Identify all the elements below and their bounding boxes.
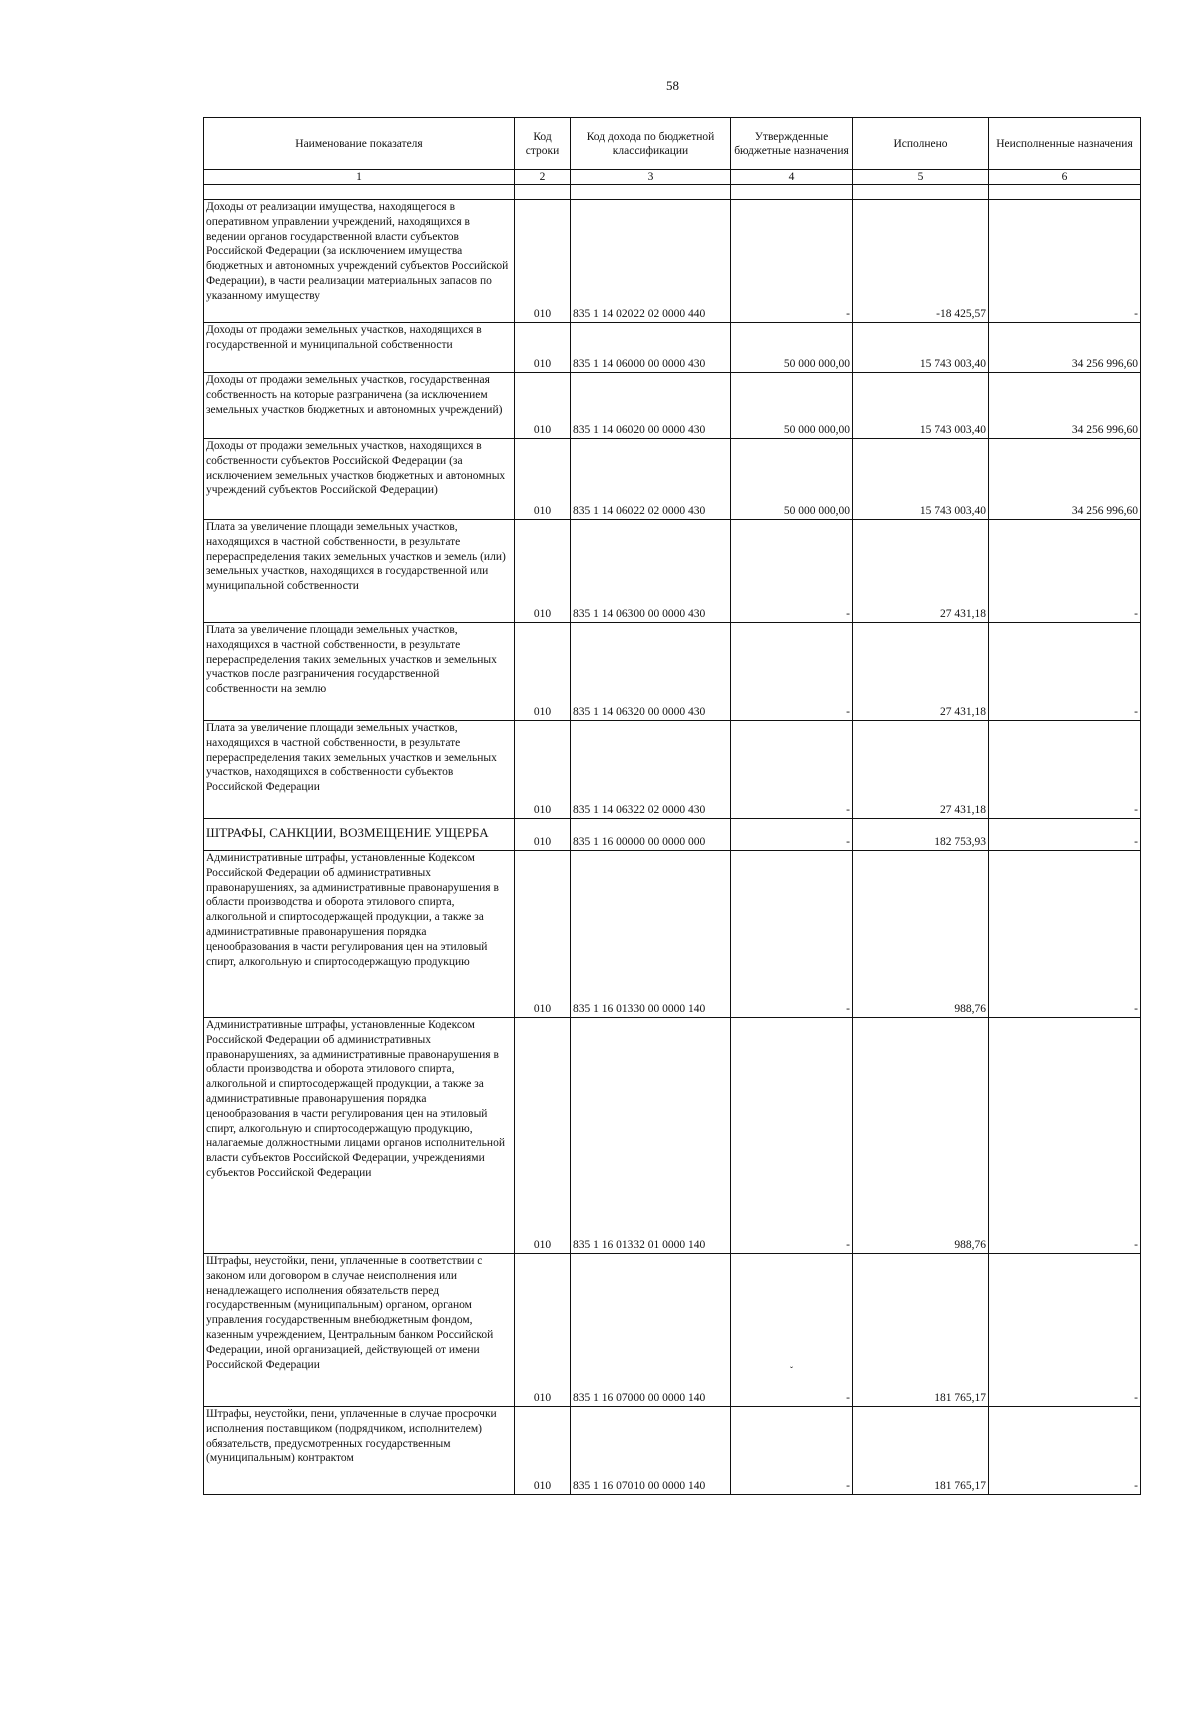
row-name: Плата за увеличение площади земельных участков, находящихся в частной собственности, в результате перераспределения таких земельных участков и земель (или) земельных участков, находящихся в государственной или муниципальной собственности	[204, 520, 515, 623]
row-budget-code: 835 1 16 07000 00 0000 140	[571, 1254, 731, 1407]
row-budget-code: 835 1 14 06020 00 0000 430	[571, 373, 731, 439]
row-approved: -	[731, 721, 853, 819]
row-name: Доходы от реализации имущества, находящегося в оперативном управлении учреждений, находящихся в ведении органов государственной власти субъектов Российской Федерации (за исключением имущества бюджетных и автономных учреждений субъектов Российской Федерации), в части реализации материальных запасов по указанному имуществу	[204, 200, 515, 323]
row-unexecuted: 34 256 996,60	[989, 323, 1141, 373]
table-row	[204, 623, 1141, 721]
row-approved: -	[731, 623, 853, 721]
column-number: 6	[989, 170, 1141, 185]
page-number: 58	[666, 78, 679, 93]
row-unexecuted: -	[989, 851, 1141, 1018]
header-approved: Утвержденные бюджетные назначения	[731, 118, 853, 170]
header-budget-code: Код дохода по бюджетной классификации	[571, 118, 731, 170]
header-row	[204, 118, 1141, 170]
row-line-code: 010	[515, 373, 571, 439]
row-name: Административные штрафы, установленные Кодексом Российской Федерации об административных правонарушениях, за административные правонарушения в области производства и оборота этилового спирта, алкогольной и спиртосодержащей продукции, а также за административные правонарушения порядка ценообразования в части регулирования цен на этиловый спирт, алкогольную и спиртосодержащую продукцию	[204, 851, 515, 1018]
row-line-code: 010	[515, 200, 571, 323]
header-line-code: Код строки	[515, 118, 571, 170]
header-executed: Исполнено	[853, 118, 989, 170]
row-executed: 181 765,17	[853, 1254, 989, 1407]
row-unexecuted: -	[989, 200, 1141, 323]
row-executed: 988,76	[853, 1018, 989, 1254]
row-approved: -	[731, 200, 853, 323]
row-line-code: 010	[515, 819, 571, 851]
row-approved: -	[731, 520, 853, 623]
row-budget-code: 835 1 16 01332 01 0000 140	[571, 1018, 731, 1254]
table-row	[204, 373, 1141, 439]
row-line-code: 010	[515, 1254, 571, 1407]
row-unexecuted: -	[989, 623, 1141, 721]
spacer-row	[204, 185, 1141, 200]
row-executed: 27 431,18	[853, 721, 989, 819]
row-name: Штрафы, неустойки, пени, уплаченные в соответствии с законом или договором в случае неисполнения или ненадлежащего исполнения обязательств перед государственным (муниципальным) органом, органом управления государственным внебюджетным фондом, казенным учреждением, Центральным банком Российской Федерации, иной организацией, действующей от имени Российской Федерации	[204, 1254, 515, 1407]
spacer-cell	[731, 185, 853, 200]
revenue-report-table	[203, 117, 1141, 1495]
row-name: Доходы от продажи земельных участков, находящихся в государственной и муниципальной собственности	[204, 323, 515, 373]
spacer-cell	[204, 185, 515, 200]
header-unexecuted: Неисполненные назначения	[989, 118, 1141, 170]
row-name: Штрафы, неустойки, пени, уплаченные в случае просрочки исполнения поставщиком (подрядчиком, исполнителем) обязательств, предусмотренных государственным (муниципальным) контрактом	[204, 1407, 515, 1495]
table-row	[204, 1018, 1141, 1254]
row-unexecuted: -	[989, 721, 1141, 819]
row-line-code: 010	[515, 520, 571, 623]
column-number: 1	[204, 170, 515, 185]
row-line-code: 010	[515, 851, 571, 1018]
table-row	[204, 520, 1141, 623]
row-line-code: 010	[515, 623, 571, 721]
row-unexecuted: 34 256 996,60	[989, 439, 1141, 520]
row-budget-code: 835 1 16 01330 00 0000 140	[571, 851, 731, 1018]
row-executed: 15 743 003,40	[853, 439, 989, 520]
row-approved: -	[731, 1254, 853, 1407]
table-row	[204, 851, 1141, 1018]
row-budget-code: 835 1 16 07010 00 0000 140	[571, 1407, 731, 1495]
row-executed: -18 425,57	[853, 200, 989, 323]
row-approved: -	[731, 819, 853, 851]
row-executed: 15 743 003,40	[853, 323, 989, 373]
table-row	[204, 1407, 1141, 1495]
scan-mark: ˇ	[790, 1365, 793, 1375]
row-name: Плата за увеличение площади земельных участков, находящихся в частной собственности, в результате перераспределения таких земельных участков и земельных участков, находящихся в собственности субъектов Российской Федерации	[204, 721, 515, 819]
row-name: Доходы от продажи земельных участков, находящихся в собственности субъектов Российской Федерации (за исключением земельных участков бюджетных и автономных учреждений субъектов Российской Федерации)	[204, 439, 515, 520]
spacer-cell	[853, 185, 989, 200]
header-name: Наименование показателя	[204, 118, 515, 170]
row-executed: 988,76	[853, 851, 989, 1018]
column-number-row	[204, 170, 1141, 185]
spacer-cell	[571, 185, 731, 200]
row-unexecuted: -	[989, 819, 1141, 851]
row-executed: 181 765,17	[853, 1407, 989, 1495]
row-executed: 27 431,18	[853, 520, 989, 623]
row-budget-code: 835 1 14 02022 02 0000 440	[571, 200, 731, 323]
row-unexecuted: 34 256 996,60	[989, 373, 1141, 439]
table-row	[204, 323, 1141, 373]
row-unexecuted: -	[989, 1254, 1141, 1407]
row-budget-code: 835 1 14 06000 00 0000 430	[571, 323, 731, 373]
row-line-code: 010	[515, 1407, 571, 1495]
row-approved: 50 000 000,00	[731, 323, 853, 373]
row-budget-code: 835 1 16 00000 00 0000 000	[571, 819, 731, 851]
table-row	[204, 200, 1141, 323]
row-unexecuted: -	[989, 1018, 1141, 1254]
row-approved: 50 000 000,00	[731, 439, 853, 520]
row-budget-code: 835 1 14 06322 02 0000 430	[571, 721, 731, 819]
row-name-section: ШТРАФЫ, САНКЦИИ, ВОЗМЕЩЕНИЕ УЩЕРБА	[204, 819, 515, 851]
row-line-code: 010	[515, 721, 571, 819]
row-approved: -	[731, 1407, 853, 1495]
row-unexecuted: -	[989, 1407, 1141, 1495]
row-approved: -	[731, 1018, 853, 1254]
row-executed: 15 743 003,40	[853, 373, 989, 439]
row-line-code: 010	[515, 323, 571, 373]
table-row	[204, 721, 1141, 819]
table-row	[204, 1254, 1141, 1407]
row-budget-code: 835 1 14 06022 02 0000 430	[571, 439, 731, 520]
row-executed: 27 431,18	[853, 623, 989, 721]
row-approved: 50 000 000,00	[731, 373, 853, 439]
row-budget-code: 835 1 14 06320 00 0000 430	[571, 623, 731, 721]
row-name: Доходы от продажи земельных участков, государственная собственность на которые разграничена (за исключением земельных участков бюджетных и автономных учреждений)	[204, 373, 515, 439]
column-number: 4	[731, 170, 853, 185]
row-approved: -	[731, 851, 853, 1018]
row-budget-code: 835 1 14 06300 00 0000 430	[571, 520, 731, 623]
row-executed: 182 753,93	[853, 819, 989, 851]
row-line-code: 010	[515, 439, 571, 520]
table-row	[204, 439, 1141, 520]
row-line-code: 010	[515, 1018, 571, 1254]
row-unexecuted: -	[989, 520, 1141, 623]
row-name: Административные штрафы, установленные Кодексом Российской Федерации об административных правонарушениях, за административные правонарушения в области производства и оборота этилового спирта, алкогольной и спиртосодержащей продукции, а также за административные правонарушения порядка ценообразования в части регулирования цен на этиловый спирт, алкогольную и спиртосодержащую продукцию, налагаемые должностными лицами органов исполнительной власти субъектов Российской Федерации, учреждениями субъектов Российской Федерации	[204, 1018, 515, 1254]
column-number: 3	[571, 170, 731, 185]
column-number: 2	[515, 170, 571, 185]
row-name: Плата за увеличение площади земельных участков, находящихся в частной собственности, в результате перераспределения таких земельных участков и земельных участков после разграничения государственной собственности на землю	[204, 623, 515, 721]
spacer-cell	[515, 185, 571, 200]
table-row	[204, 819, 1141, 851]
column-number: 5	[853, 170, 989, 185]
spacer-cell	[989, 185, 1141, 200]
